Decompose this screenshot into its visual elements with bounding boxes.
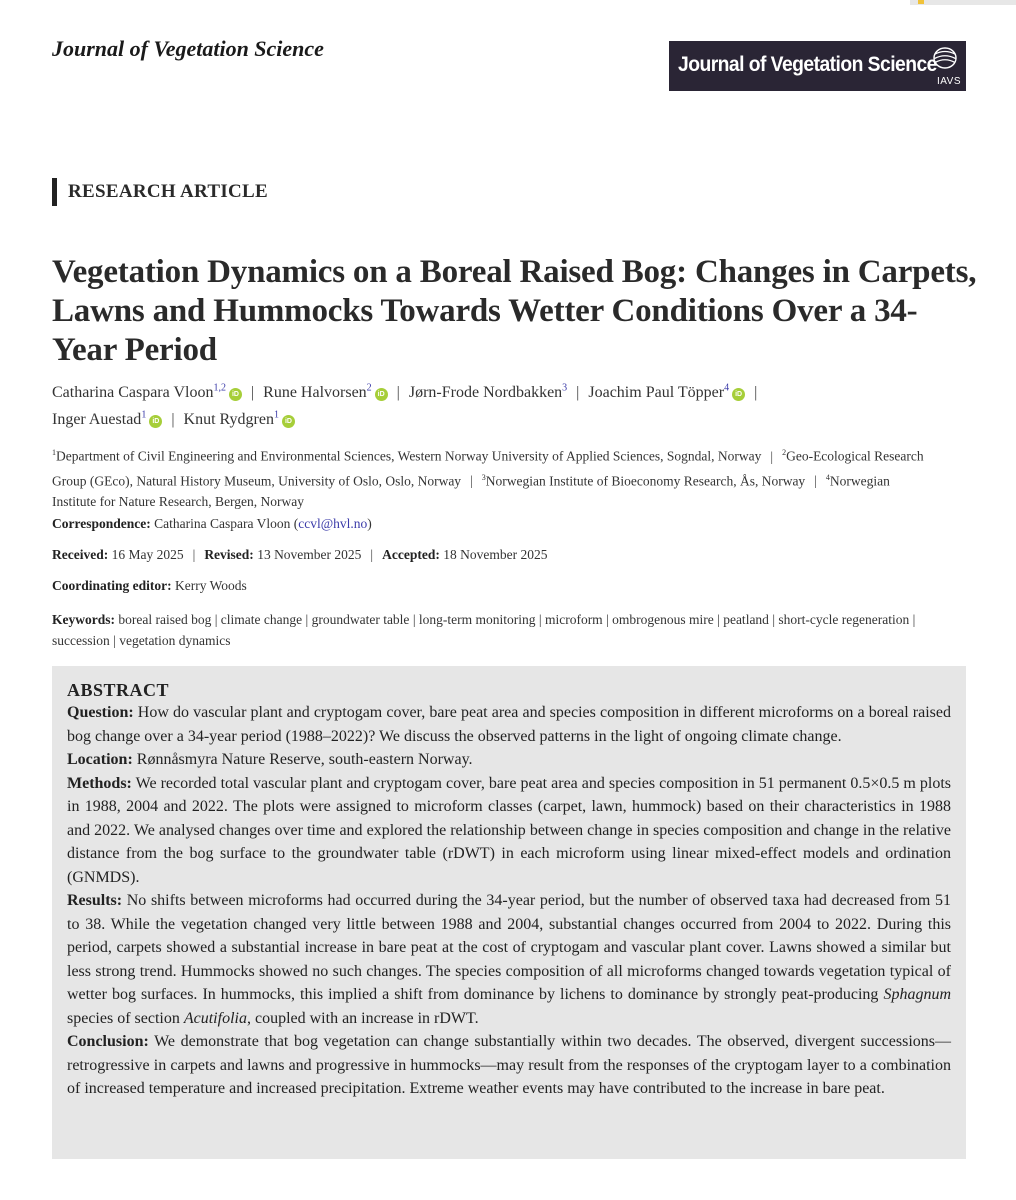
keyword[interactable]: microform	[544, 612, 603, 627]
keywords	[52, 609, 932, 651]
author-3[interactable]	[409, 384, 567, 401]
affiliation-number: 3	[481, 472, 486, 482]
keyword-separator: |	[109, 633, 120, 648]
correspondence-email-link[interactable]: ccvl@hvl.no	[298, 516, 368, 531]
author-separator: |	[576, 384, 580, 402]
author-separator: |	[396, 384, 400, 402]
journal-logo[interactable]	[669, 41, 966, 91]
author-4[interactable]	[588, 384, 745, 401]
author-affil-ref: 2	[366, 383, 372, 394]
keyword-separator: |	[713, 612, 724, 627]
affiliation-number: 4	[825, 472, 830, 482]
author-name: Jørn-Frode Nordbakken	[408, 384, 563, 402]
affiliation-separator: |	[470, 473, 473, 488]
abstract-box	[52, 666, 966, 1159]
orcid-icon[interactable]: iD	[282, 415, 295, 428]
abstract-conclusion	[67, 1030, 951, 1101]
revised-label: Revised:	[204, 547, 254, 562]
author-name: Rune Halvorsen	[263, 384, 367, 402]
affiliation-separator: |	[814, 473, 817, 488]
author-5[interactable]	[52, 411, 162, 428]
results-text-2: species of section	[67, 1009, 184, 1027]
author-name: Catharina Caspara Vloon	[52, 384, 214, 402]
keyword-separator: |	[211, 612, 221, 627]
logo-text: Journal of Vegetation Science	[678, 53, 937, 76]
conclusion-text: We demonstrate that bog vegetation can change substantially within two decades. The observed, divergent successions—retrogressive in carpets and lawns and progressive in hummocks—may result from the responses of the cryptogam layer to a combination of increased temperature and increased precipitation. Extreme weather events may have contributed to the increase in bare peat.	[67, 1033, 951, 1097]
conclusion-label: Conclusion:	[67, 1033, 149, 1050]
location-text: Rønnåsmyra Nature Reserve, south-eastern Norway.	[136, 751, 473, 768]
affiliation-2: Geo-Ecological Research Group (GEco), Natural History Museum, University of Oslo, Oslo, Norway	[52, 448, 924, 488]
keyword-separator: |	[909, 612, 916, 627]
affiliation-number: 2	[782, 448, 787, 457]
author-affil-ref: 4	[724, 383, 730, 394]
date-separator: |	[370, 547, 374, 562]
keyword[interactable]: vegetation dynamics	[119, 633, 231, 648]
author-name: Inger Auestad	[52, 410, 142, 428]
correspondence: Correspondence: Catharina Caspara Vloon (ccvl@hvl.no)	[52, 516, 372, 531]
author-separator: |	[250, 384, 255, 402]
keyword[interactable]: short-cycle regeneration	[778, 612, 910, 627]
logo-subtitle: IAVS	[936, 76, 961, 87]
keyword[interactable]: climate change	[220, 612, 303, 627]
keyword[interactable]: groundwater table	[311, 612, 410, 627]
globe-icon	[932, 46, 958, 70]
question-text: How do vascular plant and cryptogam cover, bare peat area and species composition in different microforms on a boreal raised bog change over a 34-year period (1988–2022)? We discuss the observed patterns in the light of ongoing climate change.	[67, 704, 951, 745]
author-separator: |	[171, 410, 175, 428]
abstract-results	[67, 889, 951, 1030]
received-label: Received:	[52, 547, 109, 562]
author-affil-ref: 1	[141, 409, 147, 421]
badge-marker	[918, 0, 924, 4]
abstract-location	[67, 748, 951, 772]
orcid-icon[interactable]: iD	[375, 388, 388, 401]
results-text-3: , coupled with an increase in rDWT.	[246, 1009, 479, 1027]
keyword[interactable]: boreal raised bog	[118, 612, 212, 627]
keywords-label: Keywords:	[52, 612, 115, 627]
coordinating-editor	[52, 578, 247, 594]
orcid-icon[interactable]: iD	[229, 388, 242, 401]
orcid-icon[interactable]: iD	[149, 415, 162, 428]
accepted-label: Accepted:	[382, 547, 440, 562]
keyword-separator: |	[535, 612, 545, 627]
affiliation-number: 1	[52, 448, 56, 457]
abstract-body	[67, 701, 951, 1101]
date-separator: |	[192, 547, 196, 562]
question-label: Question:	[67, 704, 134, 721]
article-dates	[52, 547, 547, 563]
revised-date: 13 November 2025	[257, 547, 362, 562]
location-label: Location:	[67, 751, 133, 768]
article-type: RESEARCH ARTICLE	[52, 178, 268, 206]
top-right-badge	[910, 0, 1016, 5]
results-genus: Sphagnum	[883, 986, 951, 1003]
article-title: Vegetation Dynamics on a Boreal Raised Bog: Changes in Carpets, Lawns and Hummocks Towards Wetter Conditions Over a 34-Year Period	[52, 254, 977, 368]
affiliation-1: Department of Civil Engineering and Environmental Sciences, Western Norway University of Applied Sciences, Sogndal, Norway	[56, 448, 762, 464]
keyword-separator: |	[768, 612, 779, 627]
affiliation-4: Norwegian Institute for Nature Research, Bergen, Norway	[52, 473, 890, 509]
author-2[interactable]	[263, 384, 388, 401]
editor-label: Coordinating editor:	[52, 578, 172, 593]
results-section-name: Acutifolia	[183, 1009, 247, 1027]
editor-name: Kerry Woods	[175, 578, 247, 593]
correspondence-name: Catharina Caspara Vloon	[154, 516, 291, 531]
author-affil-ref: 1	[273, 409, 279, 421]
keyword[interactable]: ombrogenous mire	[612, 612, 714, 627]
abstract-methods	[67, 772, 951, 890]
author-separator: |	[754, 384, 758, 402]
received-date: 16 May 2025	[111, 547, 184, 562]
keyword[interactable]: peatland	[723, 612, 769, 627]
author-list	[52, 378, 932, 431]
keyword-list	[52, 612, 915, 648]
author-name: Knut Rydgren	[183, 410, 274, 428]
keyword[interactable]: long-term monitoring	[418, 612, 536, 627]
keyword[interactable]: succession	[52, 633, 110, 648]
results-label: Results:	[67, 892, 123, 909]
keyword-separator: |	[302, 612, 312, 627]
methods-label: Methods:	[67, 774, 132, 792]
accepted-date: 18 November 2025	[443, 547, 548, 562]
keyword-separator: |	[602, 612, 613, 627]
abstract-question	[67, 701, 951, 748]
affiliations	[52, 442, 932, 512]
author-name: Joachim Paul Töpper	[588, 384, 725, 402]
keyword-separator: |	[409, 612, 419, 627]
methods-text: We recorded total vascular plant and cryptogam cover, bare peat area and species composition in 51 permanent 0.5×0.5 m plots in 1988, 2004 and 2022. The plots were assigned to microform classes (carpet, lawn, hummock) based on their characteristics in 1988 and 2022. We analysed changes over time and explored the relationship between change in species composition and change in the relative distance from the bog surface to the groundwater table (rDWT) in each microform using linear mixed-effect models and ordination (GNMDS).	[67, 774, 952, 886]
affiliation-separator: |	[770, 448, 774, 464]
author-affil-ref: 1,2	[213, 383, 226, 394]
author-1[interactable]	[52, 384, 242, 401]
author-affil-ref: 3	[562, 383, 568, 394]
affiliation-3: Norwegian Institute of Bioeconomy Research, Ås, Norway	[485, 473, 806, 488]
orcid-icon[interactable]: iD	[732, 388, 745, 401]
journal-name: Journal of Vegetation Science	[52, 36, 324, 61]
results-text: No shifts between microforms had occurred during the 34-year period, but the number of observed taxa had decreased from 51 to 38. While the vegetation changed very little between 1988 and 2004, substantial changes occurred from 2004 to 2022. During this period, carpets showed a substantial increase in bare peat at the cost of cryptogam and vascular plant cover. Lawns showed a similar but less strong trend. Hummocks showed no such changes. The species composition of all microforms changed towards vegetation typical of wetter bog surfaces. In hummocks, this implied a shift from dominance by lichens to dominance by strongly peat-producing	[67, 892, 951, 1003]
correspondence-label: Correspondence:	[52, 516, 151, 531]
abstract-heading: ABSTRACT	[67, 680, 170, 700]
author-6[interactable]	[184, 411, 295, 428]
